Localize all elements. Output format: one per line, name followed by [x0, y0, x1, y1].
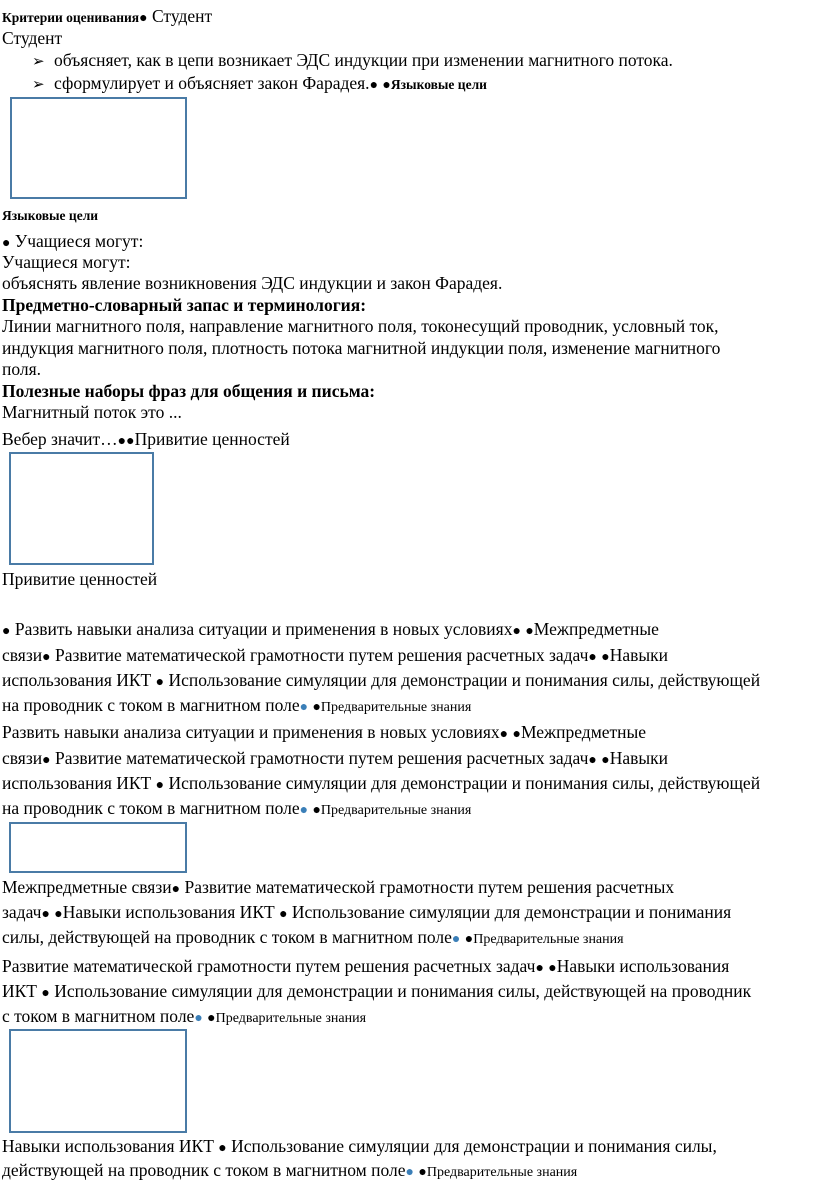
text-line [2, 956, 729, 979]
text-line [2, 695, 471, 718]
text-span: ИКТ [2, 981, 37, 1001]
text-span: Использование симуляции для демонстрации и понимания силы, действующей [168, 773, 761, 793]
text-span: Межпредметные [520, 722, 647, 742]
vocab-title: Предметно-словарный запас и терминология: [2, 295, 367, 315]
text-line [2, 1160, 577, 1183]
student-inline: Студент [151, 6, 213, 26]
text-span: Предварительные знания [215, 1011, 367, 1026]
text-line [2, 670, 760, 693]
text-line [2, 645, 668, 668]
text-span: Навыки использования [556, 956, 730, 976]
bullet-icon: ● [535, 961, 544, 976]
bullet-icon: ● [41, 986, 50, 1001]
bullet-icon: ● [451, 932, 461, 947]
text-span: на проводник с током в магнитном поле [2, 798, 300, 818]
text-span: использования ИКТ [2, 670, 152, 690]
lang-goals-inline: Языковые цели [390, 77, 487, 92]
bullet-icon: ● [601, 753, 610, 768]
text-span: Развитие математической грамотности путем решения расчетных [184, 877, 675, 897]
image-placeholder [9, 1029, 187, 1133]
bullet-icon: ● [218, 1141, 227, 1156]
text-span: действующей на проводник с током в магнитном поле [2, 1160, 406, 1180]
bullet-icon: ● [588, 650, 597, 665]
goal-text: сформулирует и объясняет закон Фарадея. [54, 73, 370, 93]
text-span: Развить навыки анализа ситуации и применения в новых условиях [14, 619, 513, 639]
learners-bullet-line [2, 231, 143, 254]
text-span: Навыки использования ИКТ [2, 1136, 214, 1156]
text-line [2, 773, 760, 796]
student-label: Студент [2, 28, 63, 48]
text-span: Развитие математической грамотности путем решения расчетных задач [2, 956, 536, 976]
bullet-icon: ● [194, 1011, 203, 1026]
text-span: связи [2, 645, 43, 665]
bullet-icon: ● [464, 932, 474, 947]
lang-goals-title: Языковые цели [2, 208, 99, 223]
text-span: Использование симуляции для демонстрации и понимания силы, действующей на проводник [54, 981, 752, 1001]
vocab-line: индукция магнитного поля, плотность потока магнитной индукции поля, изменение магнитного [2, 338, 721, 358]
vocab-line: Линии магнитного поля, направление магнитного поля, токонесущий проводник, условный ток, [2, 316, 719, 336]
phrase-text: Вебер значит… [2, 429, 118, 449]
bullet-icon: ● [155, 778, 165, 793]
text-span: Предварительные знания [320, 700, 472, 715]
text-span: силы, действующей на проводник с током в магнитном поле [2, 927, 452, 947]
text-span: Межпредметные связи [2, 877, 172, 897]
image-placeholder [9, 822, 187, 873]
text-span: Навыки [609, 748, 669, 768]
goal-item-2 [32, 73, 487, 96]
bullet-icon: ● [312, 803, 321, 818]
heading-line [2, 6, 212, 29]
bullet-icon: ● [42, 650, 51, 665]
phrase-line: Магнитный поток это ... [2, 402, 182, 422]
bullet-icon: ● [155, 675, 165, 690]
text-span: Навыки [609, 645, 669, 665]
text-span: Развитие математической грамотности путем решения расчетных задач [54, 645, 589, 665]
text-line [2, 1136, 717, 1159]
text-span: Предварительные знания [320, 803, 472, 818]
text-line [2, 1006, 366, 1029]
text-span: Межпредметные [533, 619, 659, 639]
bullet-icon: ● [588, 753, 597, 768]
bullet-icon: ● [207, 1011, 216, 1026]
text-span: Использование симуляции для демонстрации и понимания силы, [231, 1136, 717, 1156]
goal-item-1 [32, 50, 673, 72]
bullet-icon: ● [42, 753, 51, 768]
goal-text: объясняет, как в цепи возникает ЭДС индукции при изменении магнитного потока. [54, 50, 673, 70]
bullet-icon: ● [41, 907, 50, 922]
text-line [2, 877, 674, 900]
bullet-icon: ● [548, 961, 557, 976]
text-span: использования ИКТ [2, 773, 152, 793]
bullet-icon: ● [525, 624, 534, 639]
text-span: Развитие математической грамотности путем решения расчетных задач [54, 748, 589, 768]
text-span: Развить навыки анализа ситуации и применения в новых условиях [2, 722, 500, 742]
image-placeholder [9, 452, 154, 565]
bullet-icon: ● [369, 78, 379, 93]
text-line [2, 619, 659, 642]
bullet-icon: ● [299, 700, 309, 715]
text-line [2, 927, 624, 950]
bullet-icon: ● [512, 624, 521, 639]
text-line [2, 798, 471, 821]
text-span: Навыки использования ИКТ [62, 902, 275, 922]
bullet-icon: ● [512, 727, 521, 742]
values-inline: Привитие ценностей [134, 429, 290, 449]
bullet-icon: ● [499, 727, 509, 742]
bullet-icon: ● [312, 700, 321, 715]
text-span: на проводник с током в магнитном поле [2, 695, 300, 715]
text-line [2, 722, 646, 745]
bullet-icon: ● [2, 236, 11, 251]
bullet-icon: ● [405, 1165, 414, 1180]
image-placeholder [10, 97, 187, 199]
text-line [2, 981, 751, 1004]
bullet-icon: ●● [117, 434, 135, 449]
text-span: Предварительные знания [426, 1165, 578, 1180]
arrow-bullet-icon: ➢ [32, 77, 45, 93]
bullet-icon: ● [279, 907, 288, 922]
text-span: Использование симуляции для демонстрации и понимания силы, действующей [168, 670, 761, 690]
text-span: Предварительные знания [473, 932, 624, 947]
bullet-icon: ● [139, 11, 148, 26]
text-span: связи [2, 748, 43, 768]
values-title: Привитие ценностей [2, 569, 158, 589]
phrases-title: Полезные наборы фраз для общения и письма: [2, 381, 376, 401]
bullet-icon: ● [2, 624, 11, 639]
phrase-line-2 [2, 429, 290, 452]
bullet-icon: ● [171, 882, 181, 897]
text-span: задач [2, 902, 42, 922]
vocab-line: поля. [2, 359, 42, 379]
arrow-bullet-icon: ➢ [32, 54, 45, 70]
bullet-icon: ● [601, 650, 610, 665]
learners-text: Учащиеся могут: [14, 231, 144, 251]
bullet-icon: ● [54, 907, 63, 922]
bullet-icon: ● [382, 78, 391, 93]
text-line [2, 748, 668, 771]
learners-line: Учащиеся могут: [2, 252, 131, 272]
bullet-icon: ● [418, 1165, 427, 1180]
text-span: Использование симуляции для демонстрации и понимания [291, 902, 732, 922]
learners-text: объяснять явление возникновения ЭДС индукции и закон Фарадея. [2, 273, 503, 293]
bullet-icon: ● [299, 803, 309, 818]
criteria-label: Критерии оценивания [2, 10, 140, 25]
text-span: с током в магнитном поле [2, 1006, 195, 1026]
text-line [2, 902, 731, 925]
